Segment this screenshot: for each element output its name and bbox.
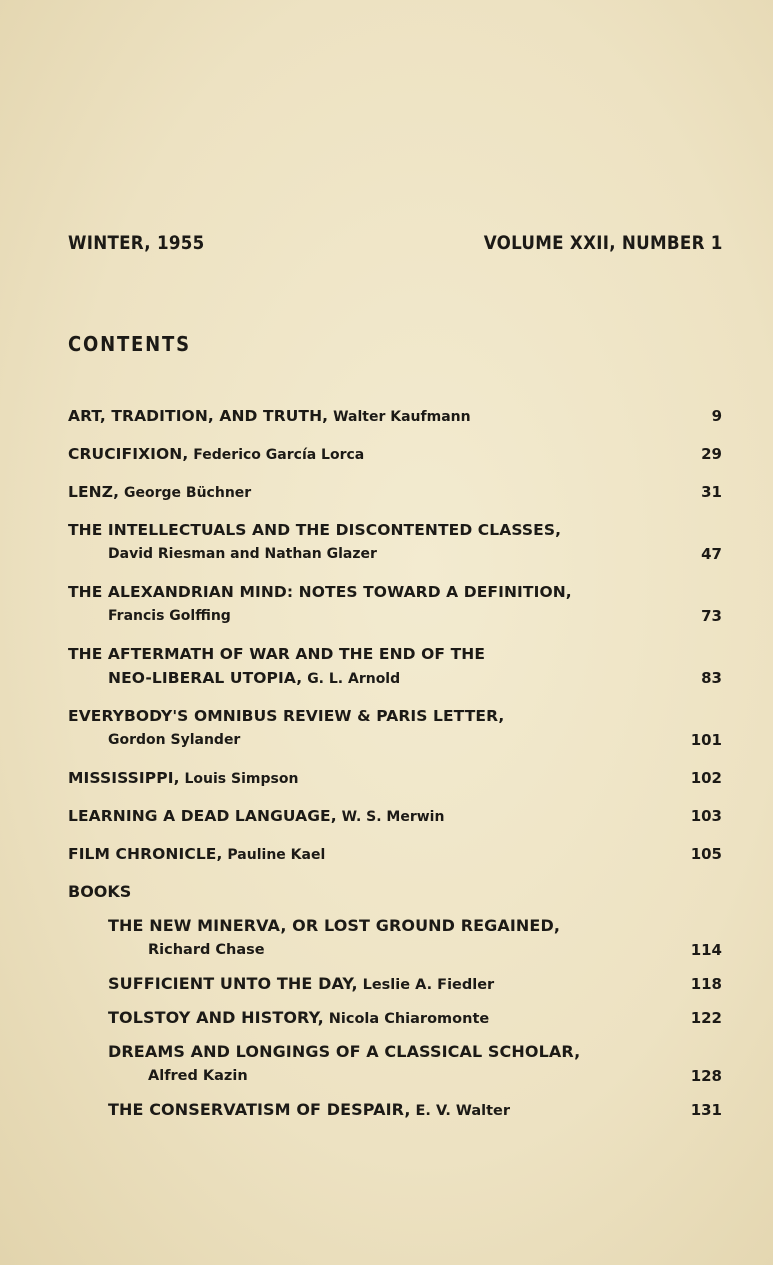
toc-entry-art-tradition-truth — [68, 404, 722, 428]
books-heading: BOOKS — [68, 882, 132, 901]
entry-page: 73 — [701, 607, 722, 625]
entry-author: Leslie A. Fiedler — [362, 977, 495, 993]
entry-page: 47 — [701, 545, 722, 563]
toc-entry-conservatism-of-despair — [68, 1098, 722, 1122]
entry-author: E. V. Walter — [415, 1103, 511, 1119]
entry-page: 83 — [701, 669, 722, 687]
books-section — [68, 880, 722, 1122]
entry-page: 102 — [690, 769, 722, 787]
toc-entry-crucifixion — [68, 442, 722, 466]
entry-page: 105 — [690, 845, 722, 863]
issue-date: WINTER, 1955 — [68, 232, 205, 254]
entry-author: George Büchner — [124, 485, 252, 501]
entry-author: G. L. Arnold — [307, 671, 401, 687]
toc-entry-aftermath-of-war — [68, 642, 722, 690]
toc-entry-dead-language — [68, 804, 722, 828]
entry-page: 31 — [701, 483, 722, 501]
entry-page: 101 — [690, 731, 722, 749]
toc-entry-alexandrian-mind — [68, 580, 722, 628]
entry-title: SUFFICIENT UNTO THE DAY, — [108, 974, 358, 993]
entry-title: EVERYBODY'S OMNIBUS REVIEW & PARIS LETTER, — [68, 707, 505, 725]
entry-author: David Riesman and Nathan Glazer — [108, 546, 377, 562]
entry-author: Gordon Sylander — [108, 732, 241, 748]
entry-author: Walter Kaufmann — [333, 409, 471, 425]
entry-title: THE NEW MINERVA, OR LOST GROUND REGAINED, — [108, 916, 560, 935]
entry-title: THE CONSERVATISM OF DESPAIR, — [108, 1100, 411, 1119]
entry-author: Alfred Kazin — [148, 1068, 248, 1084]
toc-entry-new-minerva — [68, 914, 722, 962]
entry-title: FILM CHRONICLE, — [68, 845, 223, 863]
entry-page: 103 — [690, 807, 722, 825]
entry-author: Pauline Kael — [227, 847, 326, 863]
toc-entry-omnibus-review — [68, 704, 722, 752]
toc-entry-intellectuals — [68, 518, 722, 566]
toc-entry-sufficient-unto-the-day — [68, 972, 722, 996]
toc-entry-lenz — [68, 480, 722, 504]
toc-entry-tolstoy-and-history — [68, 1006, 722, 1030]
entry-title: THE AFTERMATH OF WAR AND THE END OF THE — [68, 645, 486, 663]
entry-page: 122 — [690, 1009, 722, 1027]
entry-title: LENZ, — [68, 483, 120, 501]
entry-page: 114 — [690, 941, 722, 959]
entry-title: ART, TRADITION, AND TRUTH, — [68, 407, 329, 425]
toc-entry-film-chronicle — [68, 842, 722, 866]
toc-entry-mississippi — [68, 766, 722, 790]
entry-author: W. S. Merwin — [341, 809, 445, 825]
volume-number: VOLUME XXII, NUMBER 1 — [483, 232, 723, 254]
entry-author: Nicola Chiaromonte — [328, 1011, 490, 1027]
entry-page: 29 — [701, 445, 722, 463]
entry-title: DREAMS AND LONGINGS OF A CLASSICAL SCHOLAR, — [108, 1042, 581, 1061]
issue-header — [68, 232, 723, 254]
contents-heading: CONTENTS — [68, 332, 191, 356]
entry-title: MISSISSIPPI, — [68, 769, 180, 787]
entry-page: 131 — [690, 1101, 722, 1119]
entry-page: 9 — [711, 407, 722, 425]
entry-author: Francis Golffing — [108, 608, 231, 624]
entry-author: Federico García Lorca — [193, 447, 365, 463]
entry-title-continued: NEO-LIBERAL UTOPIA, — [108, 669, 303, 687]
table-of-contents — [68, 404, 722, 1132]
entry-title: TOLSTOY AND HISTORY, — [108, 1008, 324, 1027]
toc-entry-dreams-and-longings — [68, 1040, 722, 1088]
entry-title: CRUCIFIXION, — [68, 445, 189, 463]
entry-page: 118 — [690, 975, 722, 993]
entry-page: 128 — [690, 1067, 722, 1085]
entry-author: Richard Chase — [148, 942, 265, 958]
entry-title: THE INTELLECTUALS AND THE DISCONTENTED CLASSES, — [68, 521, 562, 539]
entry-author: Louis Simpson — [184, 771, 299, 787]
entry-title: THE ALEXANDRIAN MIND: NOTES TOWARD A DEFINITION, — [68, 583, 572, 601]
entry-title: LEARNING A DEAD LANGUAGE, — [68, 807, 337, 825]
